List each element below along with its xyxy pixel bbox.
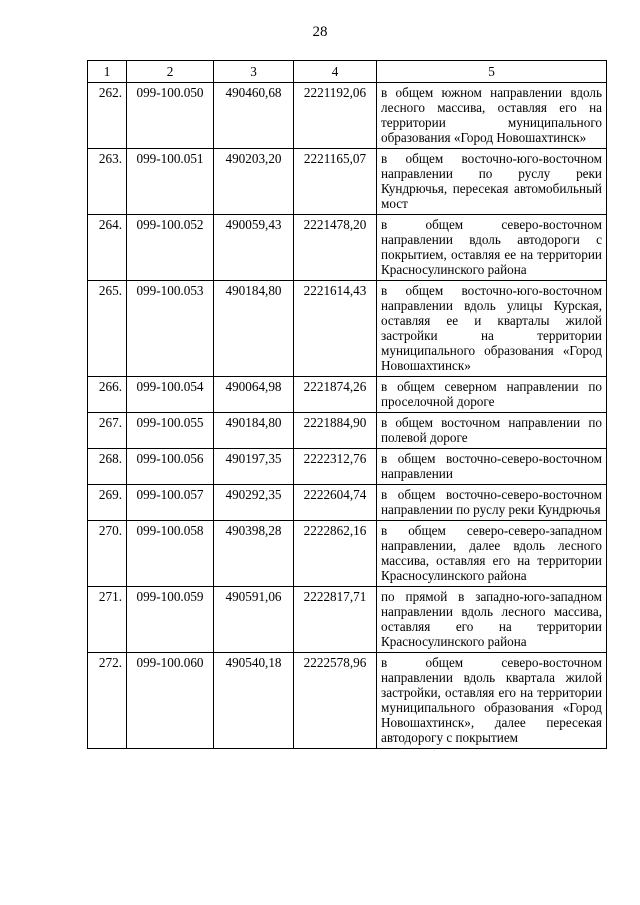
point-code: 099-100.053 (127, 281, 214, 377)
coordinate-x: 490064,98 (214, 377, 294, 413)
table-row (88, 449, 607, 485)
coordinate-y: 2221192,06 (294, 83, 377, 149)
coordinate-y: 2222862,16 (294, 521, 377, 587)
boundary-description: по прямой в западно-юго-западном направлении вдоль лесного массива, оставляя его на территории Красносулинского района (377, 587, 607, 653)
point-number: 272. (88, 653, 127, 749)
point-number: 267. (88, 413, 127, 449)
point-code: 099-100.059 (127, 587, 214, 653)
boundary-description: в общем северном направлении по проселочной дороге (377, 377, 607, 413)
header-col-5: 5 (377, 61, 607, 83)
boundary-description: в общем северо-восточном направлении вдоль квартала жилой застройки, оставляя его на территории муниципального образования «Город Новошахтинск», далее пересекая автодорогу с покрытием (377, 653, 607, 749)
header-col-1: 1 (88, 61, 127, 83)
boundary-description: в общем восточно-северо-восточном направлении по руслу реки Кундрючья (377, 485, 607, 521)
boundary-description: в общем восточном направлении по полевой дороге (377, 413, 607, 449)
point-code: 099-100.052 (127, 215, 214, 281)
point-code: 099-100.060 (127, 653, 214, 749)
page-number: 28 (312, 24, 328, 40)
coordinate-x: 490184,80 (214, 281, 294, 377)
table-row (88, 587, 607, 653)
table-row (88, 413, 607, 449)
coordinate-x: 490197,35 (214, 449, 294, 485)
table-row (88, 377, 607, 413)
boundary-description: в общем восточно-юго-восточном направлении по руслу реки Кундрючья, пересекая автомобильный мост (377, 149, 607, 215)
coordinate-x: 490398,28 (214, 521, 294, 587)
coordinate-x: 490203,20 (214, 149, 294, 215)
coordinate-x: 490460,68 (214, 83, 294, 149)
coordinate-x: 490184,80 (214, 413, 294, 449)
coordinate-x: 490591,06 (214, 587, 294, 653)
point-number: 263. (88, 149, 127, 215)
coordinate-y: 2222817,71 (294, 587, 377, 653)
coordinate-y: 2222604,74 (294, 485, 377, 521)
boundary-description: в общем северо-восточном направлении вдоль автодороги с покрытием, оставляя ее на территории Красносулинского района (377, 215, 607, 281)
point-number: 266. (88, 377, 127, 413)
boundary-description: в общем южном направлении вдоль лесного массива, оставляя его на территории муниципального образования «Город Новошахтинск» (377, 83, 607, 149)
boundary-description: в общем восточно-юго-восточном направлении вдоль улицы Курская, оставляя ее и кварталы жилой застройки на территории муниципального образования «Город Новошахтинск» (377, 281, 607, 377)
point-number: 264. (88, 215, 127, 281)
header-col-2: 2 (127, 61, 214, 83)
table-header-row (88, 61, 607, 83)
header-col-4: 4 (294, 61, 377, 83)
point-code: 099-100.051 (127, 149, 214, 215)
point-code: 099-100.055 (127, 413, 214, 449)
point-number: 265. (88, 281, 127, 377)
point-code: 099-100.056 (127, 449, 214, 485)
point-number: 269. (88, 485, 127, 521)
table-row (88, 149, 607, 215)
point-number: 270. (88, 521, 127, 587)
coordinate-y: 2221614,43 (294, 281, 377, 377)
point-code: 099-100.058 (127, 521, 214, 587)
boundary-description: в общем восточно-северо-восточном направлении (377, 449, 607, 485)
table-row (88, 215, 607, 281)
coordinate-x: 490059,43 (214, 215, 294, 281)
table-row (88, 281, 607, 377)
coordinate-y: 2221884,90 (294, 413, 377, 449)
coordinate-y: 2221165,07 (294, 149, 377, 215)
coordinate-y: 2222312,76 (294, 449, 377, 485)
point-code: 099-100.054 (127, 377, 214, 413)
point-number: 268. (88, 449, 127, 485)
header-col-3: 3 (214, 61, 294, 83)
coordinate-x: 490292,35 (214, 485, 294, 521)
coordinate-y: 2221874,26 (294, 377, 377, 413)
point-number: 271. (88, 587, 127, 653)
point-number: 262. (88, 83, 127, 149)
boundary-points-table (87, 60, 607, 749)
coordinate-y: 2221478,20 (294, 215, 377, 281)
table-row (88, 521, 607, 587)
coordinate-y: 2222578,96 (294, 653, 377, 749)
coordinate-x: 490540,18 (214, 653, 294, 749)
boundary-description: в общем северо-северо-западном направлении, далее вдоль лесного массива, оставляя его на территории Красносулинского района (377, 521, 607, 587)
table-row (88, 653, 607, 749)
table-row (88, 485, 607, 521)
point-code: 099-100.057 (127, 485, 214, 521)
point-code: 099-100.050 (127, 83, 214, 149)
table-row (88, 83, 607, 149)
